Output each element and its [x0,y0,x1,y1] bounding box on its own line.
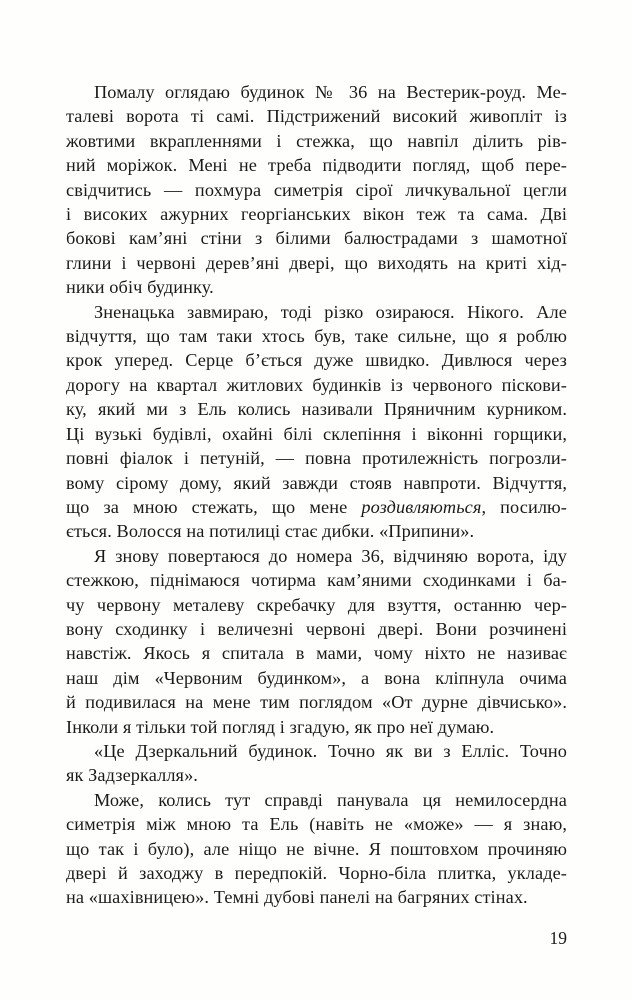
text-line: Зненацька завмираю, тоді різко озираюся. Нікого. Але [94,301,567,322]
page-text [66,80,567,910]
text-line: крок уперед. Серце б’ється дуже швидко. Дивлюся через [66,350,567,371]
text-line: «Це Дзеркальний будинок. Точно як ви з Елліс. Точно [94,740,567,761]
text-line: ники обіч будинку. [66,277,214,298]
text-line: стежкою, піднімаюся чотирма кам’яними сходинками і ба- [66,570,567,591]
paragraph [66,80,567,300]
text-line: ється. Волосся на потилиці стає дибки. «Припини». [66,521,475,542]
text-line: бокові кам’яні стіни з білими балюстрадами з шамотної [66,228,567,249]
text-line: Помалу оглядаю будинок № 36 на Вестерик-роуд. Ме- [94,82,567,102]
text-line: й подивилася на мене тим поглядом «От дурне дівчисько». [66,692,567,713]
text-line [66,495,567,519]
text-line: глини і червоні дерев’яні двері, що виходять на криті хід- [66,252,567,273]
text-line: ний моріжок. Мені не треба підводити погляд, щоб пере- [66,155,567,176]
text-line: ку, який ми з Ель колись називали Пряничним курником. [66,399,567,420]
text-line: дорогу на квартал житлових будинків із червоного піскови- [66,374,567,395]
text-segment: що за мною стежать, що мене [66,496,362,517]
text-line: свідчитись — похмура симетрія сірої личкувальної цегли [66,179,567,200]
text-line: симетрія між мною та Ель (навіть не «може» — я знаю, [66,814,567,835]
text-line: відчуття, що там таки хтось був, таке сильне, що я роблю [66,326,567,347]
text-line: Ці вузькі будівлі, охайні білі склепіння і віконні горщики, [66,423,567,444]
paragraph [66,544,567,739]
text-line: що так і було), але ніщо не вічне. Я поштовхом прочиняю [66,838,567,859]
text-line: повні фіалок і петуній, — повна протилежність погрозли- [66,448,567,469]
text-line: Може, колись тут справді панувала ця немилосердна [94,789,567,810]
text-line: наш дім «Червоним будинком», а вона кліпнула очима [66,667,567,688]
text-segment: , посилю- [481,496,568,517]
emphasized-word: роздивляються [361,496,482,517]
text-line: вону сходинку і величезні червоні двері. Вони розчинені [66,618,567,639]
paragraph [66,788,567,910]
text-line: на «шахівницею». Темні дубові панелі на багряних стінах. [66,887,528,908]
text-line: Інколи я тільки той погляд і згадую, як про неї думаю. [66,716,495,737]
page-number: 19 [549,928,567,948]
text-line: навстіж. Якось я спитала в мами, чому ніхто не називає [66,643,567,664]
paragraph [66,739,567,788]
text-line: Я знову повертаюся до номера 36, відчиняю ворота, іду [94,545,567,566]
paragraph [66,300,567,544]
text-line: і високих ажурних георгіанських вікон теж та сама. Дві [66,204,567,225]
text-line: вому сірому дому, який завжди стояв навпроти. Відчуття, [66,472,567,493]
text-line: двері й заходжу в передпокій. Чорно-біла плитка, укладе- [66,863,567,883]
text-line: талеві ворота ті самі. Підстрижений високий живопліт із [66,106,567,127]
text-line: як Задзеркалля». [66,765,198,786]
text-line: жовтими вкрапленнями і стежка, що навпіл ділить рів- [66,130,567,151]
text-line: чу червону металеву скребачку для взуття, останню чер- [66,594,567,615]
